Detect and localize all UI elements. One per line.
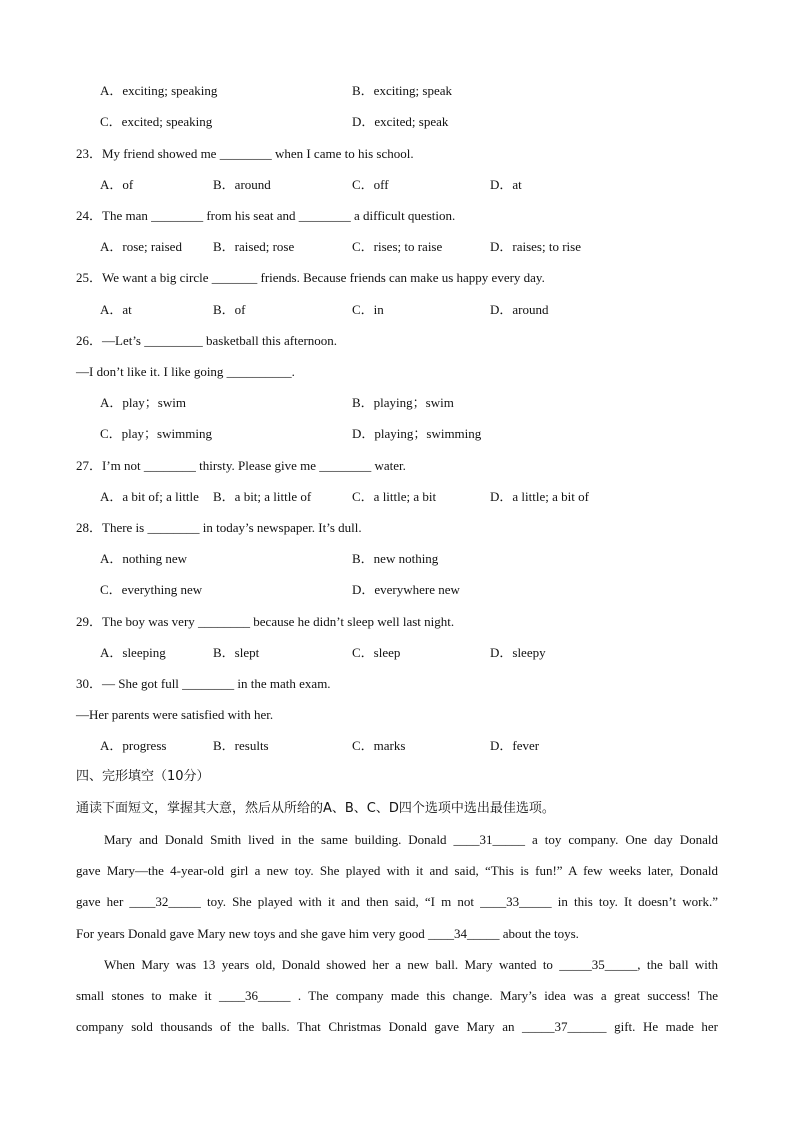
q27-stem: 27．I’m not ________ thirsty. Please give me ________ water. (76, 458, 406, 473)
q30-stem-reply: —Her parents were satisfied with her. (76, 707, 274, 722)
q30-stem: 30．— She got full ________ in the math exam. (76, 676, 331, 691)
q28-option-b: B．new nothing (352, 551, 439, 566)
passage-p1-line-2: gave Mary—the 4-year-old girl a new toy. She played with it and said, “This is fun!” A few weeks later, Donald (76, 863, 718, 878)
q22-option-c: C．excited; speaking (100, 114, 213, 129)
q26-option-b: B．playing；swim (352, 395, 454, 410)
q28-stem: 28．There is ________ in today’s newspaper. It’s dull. (76, 520, 362, 535)
passage-p1-line-3: gave her ____32_____ toy. She played with it and then said, “I m not ____33_____ in this toy. It doesn’t work.” (76, 894, 718, 909)
q29-option-d: D．sleepy (490, 645, 546, 660)
q25-stem: 25．We want a big circle _______ friends. Because friends can make us happy every day. (76, 270, 545, 285)
q26-stem-reply: —I don’t like it. I like going __________. (76, 364, 295, 379)
section-title: 四、完形填空（10分） (76, 769, 210, 784)
q22-option-b: B．exciting; speak (352, 83, 453, 98)
q29-option-a: A．sleeping (100, 645, 166, 660)
passage-p2-line-1: When Mary was 13 years old, Donald showed her a new ball. Mary wanted to _____35_____, the ball with (104, 957, 718, 972)
q23-option-d: D．at (490, 177, 522, 192)
q22-option-a: A．exciting; speaking (100, 83, 218, 98)
q25-option-d: D．around (490, 302, 549, 317)
q28-option-a: A．nothing new (100, 551, 188, 566)
q23-option-c: C．off (352, 177, 389, 192)
q23-option-a: A．of (100, 177, 134, 192)
passage-p1-line-4: For years Donald gave Mary new toys and she gave him very good ____34_____ about the toys. (76, 926, 579, 941)
section-instruction: 通读下面短文，掌握其大意，然后从所给的A、B、C、D四个选项中选出最佳选项。 (76, 801, 555, 816)
q30-option-d: D．fever (490, 738, 540, 753)
q26-option-a: A．play；swim (100, 395, 186, 410)
q24-option-b: B．raised; rose (213, 239, 295, 254)
q29-stem: 29．The boy was very ________ because he didn’t sleep well last night. (76, 614, 455, 629)
q24-option-c: C．rises; to raise (352, 239, 443, 254)
q24-stem: 24．The man ________ from his seat and ________ a difficult question. (76, 208, 456, 223)
q27-option-c: C．a little; a bit (352, 489, 437, 504)
q26-option-c: C．play；swimming (100, 426, 212, 441)
q25-option-b: B．of (213, 302, 246, 317)
q26-option-d: D．playing；swimming (352, 426, 482, 441)
q29-option-b: B．slept (213, 645, 260, 660)
passage-p2-line-3: company sold thousands of the balls. That Christmas Donald gave Mary an _____37______ gift. He made her (76, 1019, 718, 1034)
passage-p1-line-1: Mary and Donald Smith lived in the same building. Donald ____31_____ a toy company. One day Donald (104, 832, 718, 847)
q30-option-c: C．marks (352, 738, 406, 753)
q23-stem: 23．My friend showed me ________ when I came to his school. (76, 146, 414, 161)
q27-option-d: D．a little; a bit of (490, 489, 589, 504)
q28-option-c: C．everything new (100, 582, 203, 597)
q25-option-a: A．at (100, 302, 132, 317)
q25-option-c: C．in (352, 302, 384, 317)
q24-option-d: D．raises; to rise (490, 239, 581, 254)
q26-stem: 26．—Let’s _________ basketball this afternoon. (76, 333, 338, 348)
passage-p2-line-2: small stones to make it ____36_____ . The company made this change. Mary’s idea was a great success! The (76, 988, 718, 1003)
q23-option-b: B．around (213, 177, 271, 192)
q28-option-d: D．everywhere new (352, 582, 460, 597)
q22-option-d: D．excited; speak (352, 114, 449, 129)
q24-option-a: A．rose; raised (100, 239, 182, 254)
q29-option-c: C．sleep (352, 645, 401, 660)
q30-option-a: A．progress (100, 738, 167, 753)
q27-option-b: B．a bit; a little of (213, 489, 312, 504)
q30-option-b: B．results (213, 738, 269, 753)
q27-option-a: A．a bit of; a little (100, 489, 199, 504)
